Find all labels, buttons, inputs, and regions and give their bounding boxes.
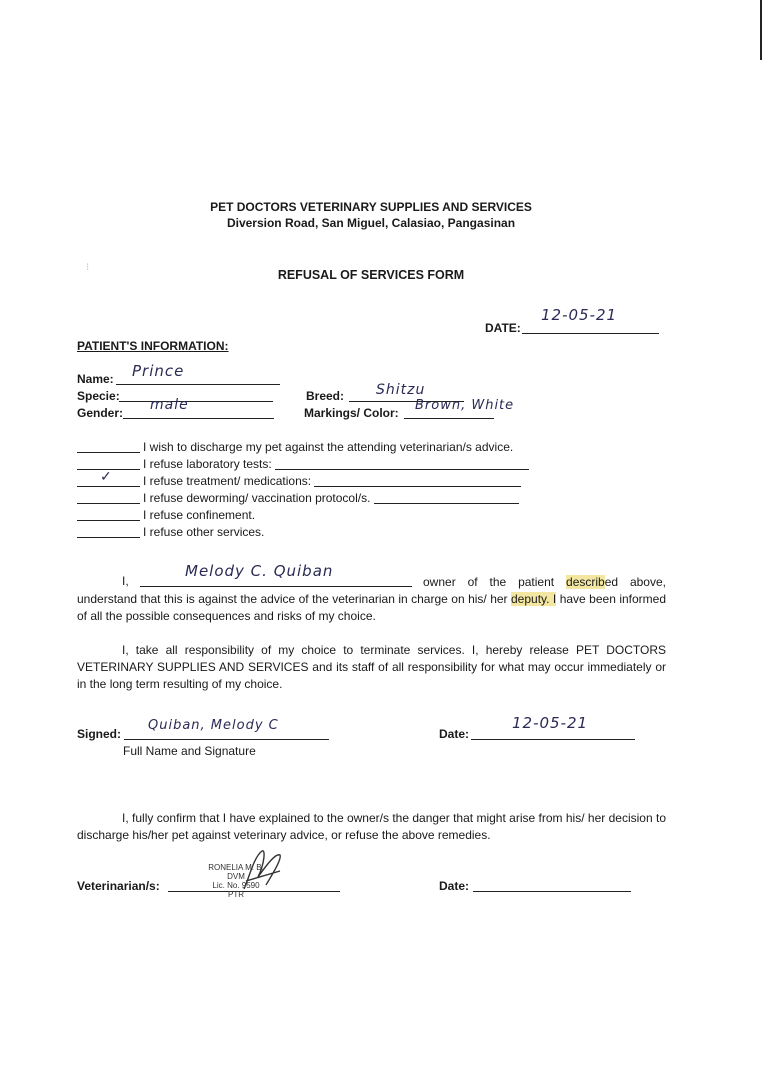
option-label: I refuse deworming/ vaccination protocol/s. <box>143 491 371 505</box>
gender-line <box>123 418 274 419</box>
option-lab-tests[interactable] <box>77 457 529 471</box>
markings-label: Markings/ Color: <box>304 406 399 420</box>
scan-mark: ⁝ <box>86 262 90 273</box>
option-blank[interactable] <box>77 486 140 487</box>
gender-label: Gender: <box>77 406 124 420</box>
deworming-line[interactable] <box>374 503 519 504</box>
stamp-ptr: PTR <box>228 890 244 899</box>
option-discharge[interactable] <box>77 440 513 454</box>
signed-label: Signed: <box>77 727 121 741</box>
signed-date-value[interactable]: 12-05-21 <box>512 714 589 732</box>
treatment-line[interactable] <box>314 486 521 487</box>
veterinarian-label: Veterinarian/s: <box>77 879 160 893</box>
option-confinement[interactable] <box>77 508 255 522</box>
vet-date-line <box>473 891 631 892</box>
option-label: I refuse treatment/ medications: <box>143 474 312 488</box>
date-value[interactable]: 12-05-21 <box>541 306 618 324</box>
signed-line <box>124 739 329 740</box>
option-label: I refuse other services. <box>143 525 265 539</box>
markings-value[interactable]: Brown, White <box>415 398 515 413</box>
gender-value[interactable]: male <box>150 397 189 413</box>
breed-value[interactable]: Shitzu <box>376 382 426 398</box>
option-treatment[interactable] <box>77 474 521 488</box>
lab-tests-line[interactable] <box>275 469 529 470</box>
company-address: Diversion Road, San Miguel, Calasiao, Pangasinan <box>226 216 516 230</box>
owner-name-value[interactable]: Melody C. Quiban <box>185 562 334 580</box>
option-deworming[interactable] <box>77 491 519 505</box>
vet-signature-icon <box>236 845 286 895</box>
option-label: I wish to discharge my pet against the attending veterinarian/s advice. <box>143 440 514 454</box>
date-line <box>522 333 659 334</box>
name-line <box>116 384 280 385</box>
patient-section-title: PATIENT'S INFORMATION: <box>77 339 229 353</box>
company-name: PET DOCTORS VETERINARY SUPPLIES AND SERVICES <box>210 200 532 214</box>
name-label: Name: <box>77 372 114 386</box>
option-blank[interactable] <box>77 452 140 453</box>
vet-date-label: Date: <box>439 879 470 893</box>
signature-caption: Full Name and Signature <box>123 744 256 758</box>
signed-date-line <box>471 739 635 740</box>
form-title: REFUSAL OF SERVICES FORM <box>277 268 465 282</box>
signature-value[interactable]: Quiban, Melody C <box>148 718 279 733</box>
markings-line <box>404 418 494 419</box>
stamp-license: Lic. No. 9590 <box>212 881 260 890</box>
date-label: DATE: <box>485 321 521 335</box>
option-label: I refuse confinement. <box>143 508 256 522</box>
owner-prefix: I, <box>122 574 129 588</box>
name-value[interactable]: Prince <box>132 362 185 380</box>
breed-label: Breed: <box>306 389 345 403</box>
specie-label: Specie: <box>77 389 120 403</box>
responsibility-statement: I, take all responsibility of my choice to terminate services. I, hereby release PET DOCTORS VETERINARY SUPPLIES AND SERVICES and its staff of all responsibility for what may occur immediately or in the long term resulting of my choice. <box>77 643 666 691</box>
option-label: I refuse laboratory tests: <box>143 457 272 471</box>
check-mark-icon: ✓ <box>100 468 112 484</box>
owner-statement: owner of the patient described above, understand that this is against the advice of the veterinarian in charge on his/ her deputy. I have been informed of all the possible consequences and risks of my choice. <box>77 575 667 623</box>
option-blank[interactable] <box>77 520 140 521</box>
signed-date-label: Date: <box>439 727 470 741</box>
confirm-statement: I, fully confirm that I have explained to the owner/s the danger that might arise from his/ her decision to discharge his/her pet against veterinary advice, or refuse the above remedies. <box>77 811 666 842</box>
option-blank[interactable] <box>77 537 140 538</box>
stamp-name: RONELIA M. B. DVM <box>208 863 264 881</box>
option-blank[interactable] <box>77 503 140 504</box>
specie-line <box>119 401 273 402</box>
option-other[interactable] <box>77 525 264 539</box>
